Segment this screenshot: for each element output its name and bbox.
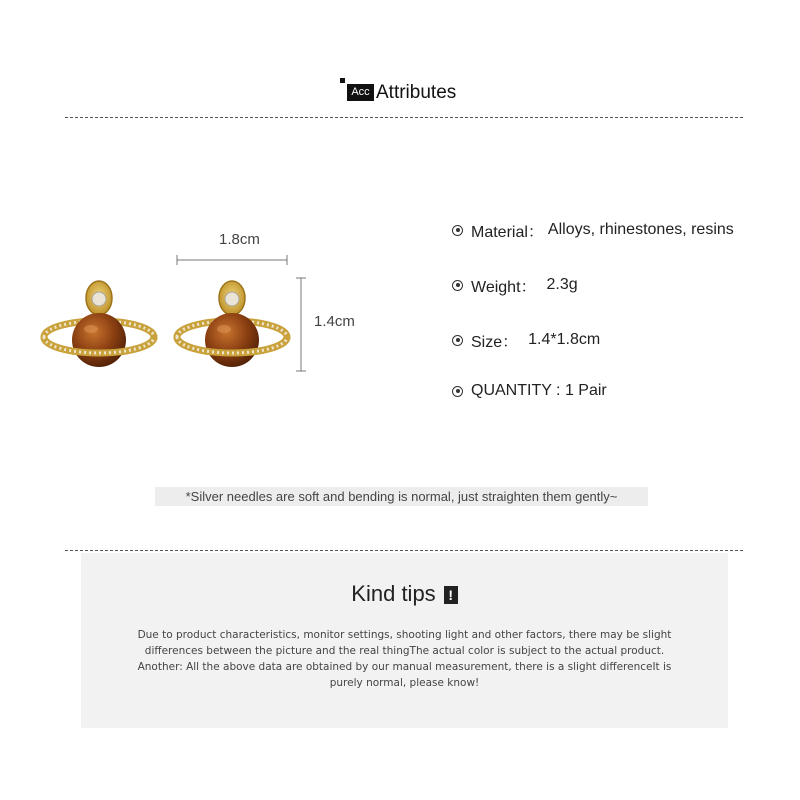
- bullet-icon: [452, 335, 463, 346]
- attr-weight: [452, 273, 578, 297]
- attr-value: 2.3g: [546, 276, 578, 293]
- earring-right: [177, 281, 287, 367]
- warning-icon: !: [444, 586, 458, 604]
- attr-value: Alloys, rhinestones, resins: [547, 221, 734, 238]
- bullet-icon: [452, 280, 463, 291]
- kind-tips-heading: [81, 581, 728, 607]
- attr-key: Size：: [471, 333, 519, 351]
- height-label: 1.4cm: [314, 313, 355, 330]
- header-title: Attributes: [376, 82, 457, 103]
- header-tag: Acc: [347, 84, 374, 101]
- earrings-image: [30, 225, 370, 385]
- tips-line: Another: All the above data are obtained by our manual measurement, there is a slight differenceIt is: [137, 661, 672, 673]
- divider-top: [65, 117, 743, 118]
- attr-key: QUANTITY : 1 Pair: [471, 382, 607, 399]
- attr-size: [452, 328, 600, 352]
- kind-tips-text: [121, 627, 688, 691]
- attr-key: Material：: [471, 223, 544, 241]
- tips-line: differences between the picture and the real thingThe actual color is subject to the actual product.: [144, 645, 665, 657]
- divider-middle: [65, 550, 743, 551]
- attr-material: [452, 218, 734, 242]
- attr-quantity: [452, 379, 611, 403]
- header-dot: [340, 78, 345, 83]
- tips-line: Due to product characteristics, monitor settings, shooting light and other factors, there may be slight: [137, 629, 672, 641]
- kind-tips-panel: [81, 553, 728, 728]
- earring-left: [44, 281, 154, 367]
- width-dimension: [177, 255, 287, 265]
- tips-line: purely normal, please know!: [329, 677, 480, 689]
- attr-key: Weight：: [471, 278, 537, 296]
- bullet-icon: [452, 386, 463, 397]
- section-header: [0, 78, 800, 108]
- bullet-icon: [452, 225, 463, 236]
- height-dimension: [296, 278, 306, 371]
- width-label: 1.8cm: [219, 231, 260, 248]
- kind-tips-title: Kind tips: [351, 581, 436, 606]
- care-note: *Silver needles are soft and bending is normal, just straighten them gently~: [155, 487, 648, 506]
- attr-value: 1.4*1.8cm: [528, 331, 601, 348]
- product-illustration: [30, 225, 370, 385]
